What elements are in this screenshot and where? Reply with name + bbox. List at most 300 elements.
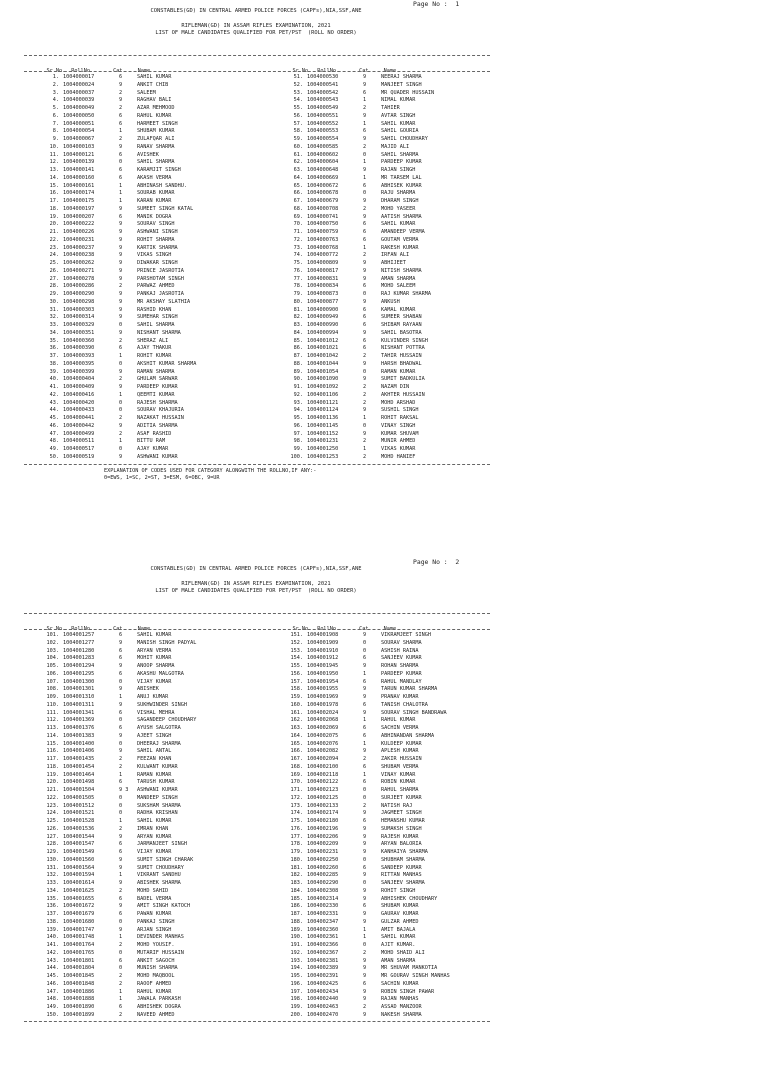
list-item (32, 136, 287, 144)
cell-category: 1 (119, 438, 123, 445)
list-item (32, 252, 287, 260)
cell-name: ZAKIR HUSSAIN (381, 756, 422, 762)
list-item (276, 981, 531, 989)
cell-rollno: 1004002180 (307, 818, 339, 824)
list-item (32, 291, 287, 299)
cell-srno: 83. (293, 322, 303, 328)
list-item (32, 361, 287, 369)
cell-srno: 39. (49, 368, 59, 375)
cell-rollno: 1004001955 (307, 686, 339, 693)
list-item (276, 260, 531, 268)
cell-rollno: 1004000121 (63, 151, 95, 158)
cell-srno: 119. (46, 771, 59, 778)
cell-name: SHUBAM KUMAR (381, 903, 419, 910)
cell-name: SOURAB KUMAR (137, 190, 175, 197)
cell-category: 2 (119, 415, 123, 421)
list-item (32, 330, 287, 338)
cell-rollno: 1004000831 (307, 275, 339, 282)
list-item (276, 686, 531, 694)
page-number: Page No : 1 (413, 0, 460, 8)
cell-category: 6 (119, 112, 123, 119)
cell-srno: 165. (290, 740, 303, 747)
cell-category: 9 (119, 880, 123, 886)
list-item (276, 834, 531, 842)
cell-rollno: 1004001679 (63, 911, 95, 917)
cell-name: AJEET SINGH (137, 732, 172, 739)
cell-category: 9 (363, 112, 367, 119)
cell-srno: 63. (293, 167, 303, 173)
list-item (32, 632, 287, 640)
list-item (32, 353, 287, 361)
list-item (276, 927, 531, 935)
cell-rollno: 1004001124 (307, 407, 339, 414)
document-page-2 (0, 556, 768, 1068)
list-item (276, 415, 531, 423)
cell-name: MANDEEP SINGH (137, 794, 178, 801)
cell-rollno: 1004000949 (307, 314, 339, 321)
cell-name: SHUBAM VERMA (381, 763, 419, 770)
cell-category: 9 (363, 1011, 367, 1018)
cell-category: 1 (119, 353, 123, 359)
list-item (276, 446, 531, 454)
list-item (276, 640, 531, 648)
cell-srno: 126. (46, 825, 59, 832)
cell-category: 9 (119, 732, 123, 739)
list-item (32, 888, 287, 896)
rule-header (24, 629, 490, 630)
cell-rollno: 1004000543 (307, 97, 339, 104)
cell-name: RAGHAV BALI (137, 97, 172, 104)
list-item (32, 384, 287, 392)
list-item (276, 741, 531, 749)
cell-rollno: 1004001369 (63, 717, 95, 724)
cell-srno: 92. (293, 391, 303, 398)
cell-srno: 122. (46, 794, 59, 801)
cell-name: VIKAS SINGH (137, 252, 172, 259)
cell-name: SAHIL ANTAL (137, 748, 172, 755)
cell-name: MOHD YOUSIF. (137, 942, 175, 948)
cell-rollno: 1004000054 (63, 128, 95, 135)
cell-srno: 107. (46, 678, 59, 685)
cell-name: GULZAR AHMED (381, 918, 419, 925)
cell-category: 6 (363, 701, 367, 708)
cell-srno: 69. (293, 213, 303, 220)
cell-category: 2 (119, 1011, 123, 1018)
list-item (32, 981, 287, 989)
cell-rollno: 1004001294 (63, 663, 95, 669)
cell-category: 6 (119, 779, 123, 786)
cell-rollno: 1004002330 (307, 903, 339, 910)
cell-category: 6 (363, 655, 367, 662)
cell-rollno: 1004000678 (307, 190, 339, 197)
col-srno: Sr.No. (46, 626, 66, 632)
list-item (32, 159, 287, 167)
cell-rollno: 1004000900 (307, 306, 339, 313)
cell-name: KULVINDER SINGH (381, 337, 428, 344)
cell-srno: 70. (293, 221, 303, 228)
cell-rollno: 1004002381 (307, 957, 339, 964)
cell-category: 9 (363, 360, 367, 367)
cell-srno: 154. (290, 655, 303, 662)
cell-category: 2 (363, 353, 367, 359)
cell-rollno: 1004001912 (307, 655, 339, 662)
cell-srno: 57. (293, 120, 303, 127)
list-item (276, 826, 531, 834)
cell-rollno: 1004002347 (307, 918, 339, 925)
cell-name: MR TARSEM LAL (381, 174, 422, 181)
cell-srno: 15. (49, 182, 59, 189)
cell-rollno: 1004001341 (63, 709, 95, 716)
cell-srno: 102. (46, 639, 59, 646)
cell-category: 6 (119, 841, 123, 848)
cell-srno: 169. (290, 771, 303, 778)
cell-name: PARDEEP KUMAR (137, 384, 178, 390)
cell-rollno: 1004000037 (63, 89, 95, 96)
list-item (276, 136, 531, 144)
list-item (276, 663, 531, 671)
col-srno: Sr.No. (292, 626, 312, 632)
cell-category: 2 (363, 399, 367, 406)
cell-category: 2 (363, 1004, 367, 1010)
list-item (276, 857, 531, 865)
cell-category: 6 (363, 818, 367, 824)
cell-name: SAHIL SHARMA (381, 151, 419, 158)
list-item (32, 772, 287, 780)
cell-srno: 74. (293, 252, 303, 259)
cell-category: 2 (363, 391, 367, 398)
cell-category: 0 (119, 802, 123, 809)
cell-rollno: 1004000517 (63, 446, 95, 452)
cell-category: 6 (363, 128, 367, 135)
cell-name: ABISHEK SHARMA (137, 880, 181, 886)
cell-category: 0 (363, 151, 367, 158)
cell-name: ZULAFQAR ALI (137, 136, 175, 142)
cell-category: 6 (119, 670, 123, 677)
cell-srno: 130. (46, 856, 59, 863)
cell-name: AKASH VERMA (137, 174, 172, 181)
cell-category: 2 (363, 252, 367, 259)
list-item (276, 128, 531, 136)
list-item (276, 175, 531, 183)
cell-rollno: 1004000420 (63, 399, 95, 406)
cell-srno: 171. (290, 787, 303, 793)
cell-category: 9 (119, 81, 123, 88)
list-item (276, 818, 531, 826)
cell-srno: 136. (46, 903, 59, 910)
list-item (32, 896, 287, 904)
list-item (32, 756, 287, 764)
col-name: Name (137, 68, 151, 74)
cell-category: 6 (119, 174, 123, 181)
cell-rollno: 1004000530 (307, 74, 339, 80)
cell-name: SOURAV SINGH BANDRAWA (381, 709, 447, 716)
cell-rollno: 1004001145 (307, 422, 339, 429)
list-item (32, 663, 287, 671)
cell-name: MR GOURAV SINGH MANHAS (381, 973, 450, 979)
cell-srno: 170. (290, 779, 303, 786)
cell-srno: 72. (293, 236, 303, 243)
cell-category: 9 (363, 973, 367, 979)
cell-category: 2 (119, 980, 123, 987)
cell-category: 2 (363, 384, 367, 390)
cell-srno: 67. (293, 198, 303, 204)
list-item (32, 717, 287, 725)
cell-rollno: 1004001512 (63, 802, 95, 809)
list-item (32, 748, 287, 756)
cell-srno: 76. (293, 267, 303, 274)
cell-rollno: 1004000442 (63, 422, 95, 429)
cell-rollno: 1004000399 (63, 368, 95, 375)
cell-name: ARYAN VERMA (137, 647, 172, 654)
cell-srno: 166. (290, 748, 303, 755)
cell-name: DHARAM SINGH (381, 198, 419, 204)
list-item (276, 710, 531, 718)
cell-srno: 7. (52, 120, 59, 127)
cell-name: AKHTER HUSSAIN (381, 391, 425, 398)
cell-name: RAJESH SHARMA (137, 399, 178, 406)
list-item (32, 128, 287, 136)
list-item (32, 710, 287, 718)
list-item (276, 849, 531, 857)
cell-name: SHIBAM RAYAAN (381, 322, 422, 328)
cell-name: PARWAZ AHMED (137, 283, 175, 290)
list-item (32, 694, 287, 702)
cell-category: 9 (363, 709, 367, 716)
cell-category: 9 (119, 748, 123, 755)
cell-name: AMIT BAJALA (381, 926, 416, 933)
cell-rollno: 1004001625 (63, 887, 95, 894)
cell-category: 9 (119, 453, 123, 460)
right-column-list (276, 74, 531, 462)
cell-rollno: 1004002434 (307, 988, 339, 995)
cell-srno: 45. (49, 415, 59, 421)
cell-srno: 190. (290, 934, 303, 941)
cell-name: SACHIN KUMAR (381, 980, 419, 987)
cell-srno: 113. (46, 725, 59, 731)
cell-rollno: 1004000393 (63, 353, 95, 359)
cell-category: 9 (363, 275, 367, 282)
list-item (276, 376, 531, 384)
cell-category: 6 (363, 763, 367, 770)
cell-rollno: 1004000351 (63, 329, 95, 336)
cell-category: 6 (363, 182, 367, 189)
header-list-title: LIST OF MALE CANDIDATES QUALIFIED FOR PET/PST (ROLL NO ORDER) (155, 588, 357, 594)
cell-name: KAMAL KUMAR (381, 306, 416, 313)
cell-name: APLESH KUMAR (381, 748, 419, 755)
cell-rollno: 1004000278 (63, 275, 95, 282)
cell-rollno: 1004000416 (63, 391, 95, 398)
list-item (276, 950, 531, 958)
list-item (276, 911, 531, 919)
list-item (276, 1012, 531, 1020)
cell-rollno: 1004001908 (307, 632, 339, 638)
cell-category: 0 (119, 322, 123, 328)
cell-rollno: 1004000024 (63, 81, 95, 88)
cell-rollno: 1004001090 (307, 376, 339, 383)
col-srno: Sr.No. (46, 68, 66, 74)
cell-srno: 30. (49, 298, 59, 305)
cell-name: RAHUL MANDLAY (381, 678, 422, 685)
list-item (276, 717, 531, 725)
list-item (32, 942, 287, 950)
list-item (32, 221, 287, 229)
cell-srno: 163. (290, 725, 303, 731)
cell-rollno: 1004002260 (307, 864, 339, 871)
col-rollno: RollNo. (317, 68, 340, 74)
cell-category: 9 (119, 864, 123, 871)
cell-name: ANKUSH (381, 298, 400, 305)
cell-category: 9 (119, 229, 123, 235)
cell-name: TARUN KUMAR SHARMA (381, 686, 438, 693)
cell-rollno: 1004001310 (63, 694, 95, 700)
cell-srno: 48. (49, 438, 59, 445)
cell-category: 9 (363, 260, 367, 266)
list-item (32, 934, 287, 942)
cell-category: 6 (363, 903, 367, 910)
cell-name: MR AKSHAY SLATHIA (137, 298, 191, 305)
cell-rollno: 1004001560 (63, 856, 95, 863)
cell-name: SUSHIL SINGH (381, 407, 419, 414)
cell-category: 2 (119, 973, 123, 979)
cell-name: ANOOP SHARMA (137, 663, 175, 669)
cell-srno: 2. (52, 81, 59, 88)
cell-rollno: 1004000541 (307, 81, 339, 88)
list-item (32, 82, 287, 90)
cell-name: ABHISHEK DOGRA (137, 1004, 181, 1010)
cell-rollno: 1004000226 (63, 229, 95, 235)
cell-name: SAHIL SHARMA (137, 322, 175, 328)
cell-srno: 55. (293, 105, 303, 111)
cell-name: KARTIK SHARMA (137, 244, 178, 251)
cell-category: 9 (363, 833, 367, 840)
cell-srno: 23. (49, 244, 59, 251)
cell-srno: 29. (49, 291, 59, 297)
cell-rollno: 1004002133 (307, 802, 339, 809)
cell-name: ASHWANI KUMAR (137, 453, 178, 460)
cell-category: 1 (119, 182, 123, 189)
list-item (276, 655, 531, 663)
list-item (32, 841, 287, 849)
cell-rollno: 1004001544 (63, 833, 95, 840)
list-item (32, 183, 287, 191)
cell-srno: 13. (49, 167, 59, 173)
cell-rollno: 1004001594 (63, 872, 95, 879)
cell-category: 9 (363, 376, 367, 383)
cell-srno: 189. (290, 926, 303, 933)
list-item (276, 361, 531, 369)
cell-srno: 124. (46, 810, 59, 817)
cell-name: VINAY SINGH (381, 422, 416, 429)
cell-category: 2 (363, 205, 367, 212)
cell-srno: 41. (49, 384, 59, 390)
list-item (276, 237, 531, 245)
cell-name: RAMAN SHARMA (137, 368, 175, 375)
cell-rollno: 1004002361 (307, 934, 339, 941)
cell-category: 9 (363, 996, 367, 1003)
cell-rollno: 1004000585 (307, 143, 339, 150)
cell-category: 9 (363, 957, 367, 964)
cell-rollno: 1004000542 (307, 89, 339, 96)
cell-category: 6 (119, 1004, 123, 1010)
cell-srno: 172. (290, 794, 303, 801)
cell-srno: 90. (293, 376, 303, 383)
list-item (276, 307, 531, 315)
cell-srno: 152. (290, 639, 303, 646)
cell-name: SHUBAM KUMAR (137, 128, 175, 135)
cell-category: 1 (119, 818, 123, 824)
cell-rollno: 1004001886 (63, 988, 95, 995)
cell-name: AJAY KUMAR (137, 446, 169, 452)
cell-rollno: 1004000051 (63, 120, 95, 127)
list-item (276, 803, 531, 811)
cell-srno: 141. (46, 942, 59, 948)
cell-category: 6 (363, 314, 367, 321)
cell-rollno: 1004001253 (307, 453, 339, 460)
cell-rollno: 1004001454 (63, 763, 95, 770)
cell-category: 1 (363, 244, 367, 251)
cell-rollno: 1004000231 (63, 236, 95, 243)
cell-rollno: 1004001054 (307, 368, 339, 375)
cell-rollno: 1004002069 (307, 725, 339, 731)
cell-category: 9 (363, 810, 367, 817)
cell-srno: 116. (46, 748, 59, 755)
list-item (32, 167, 287, 175)
cell-category: 9 (119, 903, 123, 910)
cell-srno: 193. (290, 957, 303, 964)
list-item (32, 423, 287, 431)
cell-name: ROHIT RAKSAL (381, 415, 419, 421)
cell-category: 1 (363, 670, 367, 677)
cell-category: 0 (363, 856, 367, 863)
cell-category: 0 (363, 368, 367, 375)
cell-category: 1 (363, 159, 367, 166)
cell-srno: 21. (49, 229, 59, 235)
list-item (32, 121, 287, 129)
cell-category: 1 (119, 198, 123, 204)
cell-name: AKASHU MALGOTRA (137, 670, 184, 677)
cell-srno: 62. (293, 159, 303, 166)
cell-name: VIKRAMJEET SINGH (381, 632, 431, 638)
cell-category: 1 (119, 771, 123, 778)
cell-rollno: 1004002470 (307, 1011, 339, 1018)
cell-name: SALEEM (137, 89, 156, 96)
cell-srno: 197. (290, 988, 303, 995)
cell-rollno: 1004000237 (63, 244, 95, 251)
cell-srno: 187. (290, 911, 303, 917)
cell-srno: 59. (293, 136, 303, 142)
cell-category: 6 (119, 74, 123, 80)
cell-name: ADITIA SHARMA (137, 422, 178, 429)
list-item (276, 810, 531, 818)
cell-category: 0 (119, 794, 123, 801)
col-srno: Sr.No. (292, 68, 312, 74)
list-item (32, 950, 287, 958)
cell-srno: 105. (46, 663, 59, 669)
cell-name: RAMAN KUMAR (381, 368, 416, 375)
cell-rollno: 1004000409 (63, 384, 95, 390)
cell-name: SAHIL GOURIA (381, 128, 419, 135)
cell-rollno: 1004001250 (307, 446, 339, 452)
cell-srno: 54. (293, 97, 303, 104)
cell-name: SANJEEV SHARMA (381, 880, 425, 886)
list-item (276, 144, 531, 152)
cell-category: 9 (119, 384, 123, 390)
cell-rollno: 1004001301 (63, 686, 95, 693)
cell-category: 6 (363, 678, 367, 685)
cell-srno: 129. (46, 849, 59, 855)
cell-name: SUMIT BADKULIA (381, 376, 425, 383)
cell-name: JARMANJEET SINGH (137, 841, 187, 848)
